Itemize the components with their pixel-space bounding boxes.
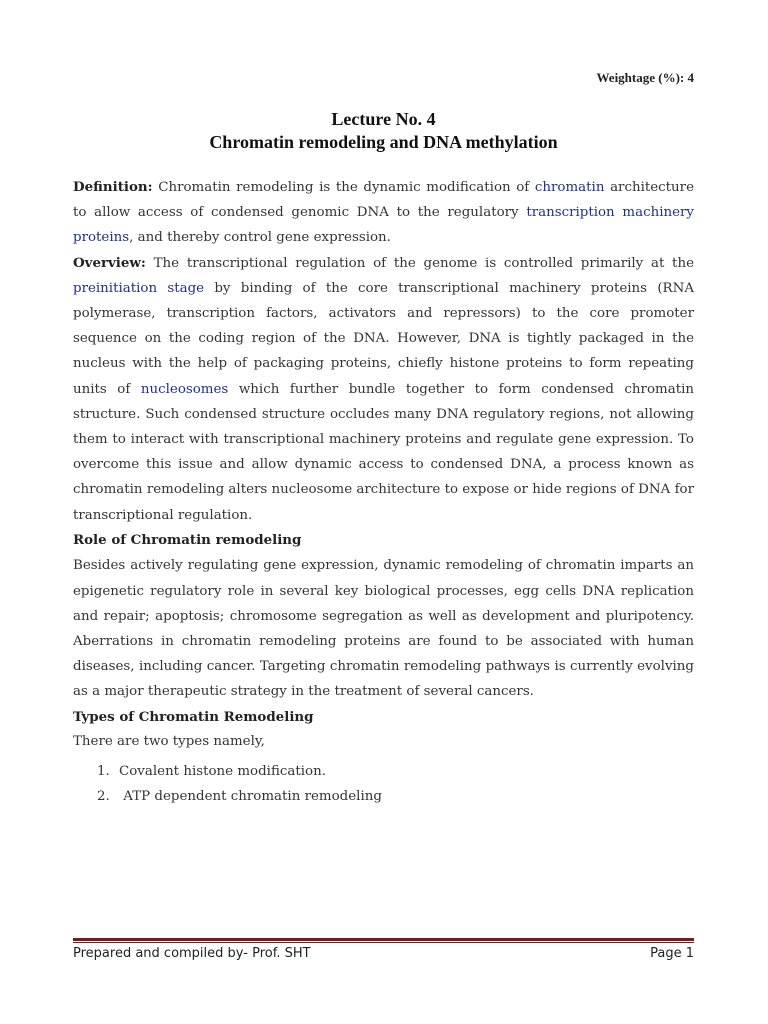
list-item-text: Covalent histone modification. — [119, 764, 326, 780]
page-number: Page 1 — [650, 946, 694, 961]
overview-paragraph — [73, 251, 694, 528]
overview-text-3: which further bundle together to form condensed chromatin structure. Such condensed structure occludes many DNA regulatory regions, not allowing them to interact with transcriptional machinery proteins and regulate gene expression. To overcome this issue and allow dynamic access to condensed DNA, a process known as chromatin remodeling alters nucleosome architecture to expose or hide regions of DNA for transcriptional regulation. — [73, 381, 694, 523]
definition-text-3: , and thereby control gene expression. — [129, 230, 391, 246]
list-item-number: 2. — [97, 789, 110, 805]
list-item — [73, 784, 694, 809]
nucleosomes-link[interactable]: nucleosomes — [140, 381, 229, 397]
footer-rule-thick — [73, 938, 694, 941]
role-heading: Role of Chromatin remodeling — [73, 531, 302, 548]
document-body — [73, 175, 694, 809]
definition-paragraph — [73, 175, 694, 251]
list-item-text: ATP dependent chromatin remodeling — [119, 789, 382, 805]
weightage-label: Weightage (%): 4 — [596, 70, 694, 85]
types-list — [73, 759, 694, 809]
lecture-number: Lecture No. 4 — [331, 109, 436, 129]
footer-rule-thin — [73, 942, 694, 943]
title-block — [73, 108, 694, 154]
definition-text-1: Chromatin remodeling is the dynamic modification of — [152, 180, 535, 195]
overview-label: Overview: — [73, 254, 146, 271]
transcription-machinery-link[interactable]: transcription machinery proteins — [73, 205, 694, 246]
overview-text-2: by binding of the core transcriptional machinery proteins (RNA polymerase, transcription factors, activators and repressors) to the core promoter sequence on the coding region of the DNA. However, DNA is tightly packaged in the nucleus with the help of packaging proteins, chiefly histone proteins to form repeating units of — [73, 280, 695, 397]
footer-credit: Prepared and compiled by- Prof. SHT — [73, 946, 311, 961]
list-item-number: 1. — [97, 764, 110, 780]
document-page — [73, 0, 694, 1024]
chromatin-link[interactable]: chromatin — [534, 180, 605, 195]
role-paragraph: Besides actively regulating gene expression, dynamic remodeling of chromatin imparts an epigenetic regulatory role in several key biological processes, egg cells DNA replication and repair; apoptosis; chromosome segregation as well as development and pluripotency. Aberrations in chromatin remodeling proteins are found to be associated with human diseases, including cancer. Targeting chromatin remodeling pathways is currently evolving as a major therapeutic strategy in the treatment of several cancers. — [73, 558, 694, 700]
overview-text-1: The transcriptional regulation of the genome is controlled primarily at the — [145, 255, 694, 271]
types-heading: Types of Chromatin Remodeling — [73, 708, 314, 725]
definition-label: Definition: — [73, 179, 153, 195]
types-intro: There are two types namely, — [73, 734, 265, 750]
preinitiation-stage-link[interactable]: preinitiation stage — [73, 280, 205, 296]
footer-divider — [73, 938, 694, 943]
definition-text-2: architecture to allow access of condensed genomic DNA to the regulatory — [73, 180, 694, 221]
list-item — [73, 759, 694, 784]
lecture-title: Chromatin remodeling and DNA methylation — [209, 132, 558, 152]
